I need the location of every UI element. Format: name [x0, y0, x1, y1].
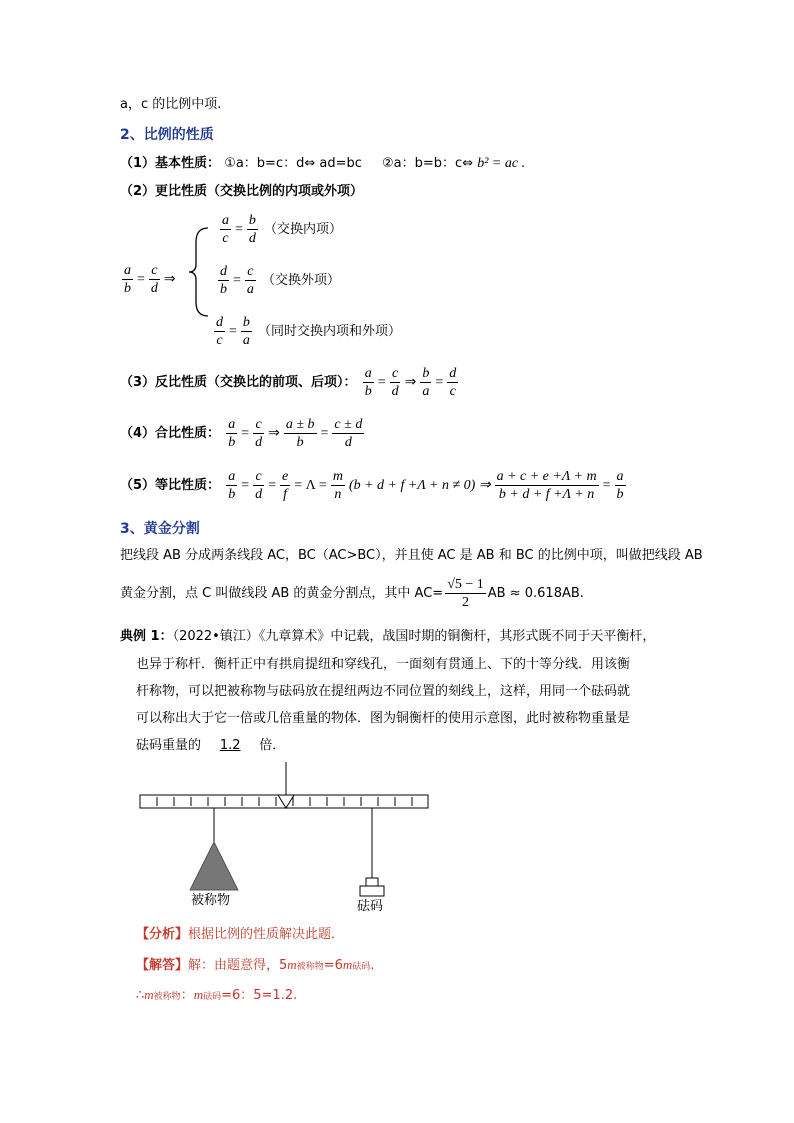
example-last-b: 倍． [259, 738, 286, 753]
equal-ratio-num: a + c + e +Λ + m [496, 469, 597, 484]
solution-text-a: 解：由题意得，5 [188, 958, 288, 973]
equal-ratio-mid: (b + d + f +Λ + n ≠ 0) ⇒ [348, 478, 491, 493]
conclusion-text: =6：5=1.2. [221, 988, 298, 1003]
example-label: 典例 1： [120, 629, 173, 644]
analysis-text: 根据比例的性质解决此题． [188, 927, 345, 942]
intro-tail: a，c 的比例中项. [120, 97, 222, 112]
balance-diagram [135, 760, 435, 920]
solution-label: 【解答】 [136, 958, 189, 973]
golden-line-2b: AB ≈ 0.618AB. [487, 586, 584, 601]
counterweight-icon [360, 878, 384, 896]
branch-2-note: （交换外项） [262, 273, 341, 288]
conclusion-m2: m [193, 987, 204, 1002]
basic-property-formula: b² = ac . [477, 156, 526, 171]
conclusion-colon: ： [180, 988, 194, 1003]
golden-line-2a: 黄金分割，点 C 叫做线段 AB 的黄金分割点，其中 AC= [120, 586, 444, 601]
conclusion-sub1: 被称物 [153, 992, 181, 1002]
conclusion [136, 986, 297, 1006]
example-last-a: 砝码重量的 [136, 738, 202, 753]
brace-icon [186, 226, 212, 318]
conclusion-m1: m [144, 987, 154, 1002]
solution-eq: =6 [323, 958, 343, 973]
alternation-source: $\frac{a}{b}$ = $\frac{c}{d}$ ⇒ [124, 263, 176, 296]
golden-num: √5 − 1 [447, 577, 484, 592]
solution-sub2: 砝码 [352, 962, 371, 972]
golden-line-1: 把线段 AB 分成两条线段 AC，BC（AC>BC），并且使 AC 是 AB 和 BC 的比例中项，叫做把线段 AB [120, 548, 703, 563]
section-3-title: 3、黄金分割 [120, 521, 200, 537]
addition-property-label: （4）合比性质： [120, 426, 221, 441]
equal-ratio-den: b + d + f +Λ + n [498, 487, 595, 502]
alternation-branch-3: $\frac{d}{c}$ = $\frac{b}{a}$ （同时交换内项和外项） [216, 315, 402, 348]
equal-ratio-label: （5）等比性质： [120, 478, 221, 493]
solution [136, 956, 374, 976]
example-text-2: 杆称物，可以把被称物与砝码放在提纽两边不同位置的刻线上，这样，用同一个砝码就 [136, 684, 631, 699]
example-answer: 1.2 [219, 738, 241, 753]
analysis-label: 【分析】 [136, 927, 189, 942]
basic-property [120, 155, 525, 173]
example-line-5 [136, 737, 285, 755]
analysis [136, 926, 344, 944]
basic-property-label: （1）基本性质： [120, 156, 221, 171]
example-text-1: 也异于称杆．衡杆正中有拱肩提纽和穿线孔，一面刻有贯通上、下的十等分线．用该衡 [136, 657, 631, 672]
alternation-property-label: （2）更比性质（交换比例的内项或外项） [120, 184, 364, 199]
solution-sub1: 被称物 [296, 962, 324, 972]
equal-ratio-property: （5）等比性质： $\frac{a}{b}$ = $\frac{c}{d}$ = $\frac{e}{f}$ = Λ = $\frac{m}{n}$ (b + d + f +Λ + n ≠ 0) ⇒ $\frac{a + c + e +\Lambda + m}{b + d + f +\Lambda + n}$ = $\frac{a}{b}$ [120, 469, 624, 502]
weight-label: 砝码 [357, 899, 384, 914]
inverse-property: （3）反比性质（交换比的前项、后项）： $\frac{a}{b}$ = $\frac{c}{d}$ ⇒ $\frac{b}{a}$ = $\frac{d}{c}$ [120, 366, 457, 399]
example-text-0: （2022•镇江）《九章算术》中记载，战国时期的铜衡杆，其形式既不同于天平衡杆， [172, 629, 656, 644]
addition-property: （4）合比性质： $\frac{a}{b}$ = $\frac{c}{d}$ ⇒ $\frac{a \pm b}{b}$ = $\frac{c \pm d}{d}$ [120, 417, 363, 450]
solution-m1: m [287, 957, 297, 972]
example-line-1 [120, 628, 655, 646]
conclusion-sub2: 砝码 [203, 992, 222, 1002]
golden-den: 2 [461, 595, 469, 610]
solution-end: . [370, 958, 375, 973]
solution-m2: m [342, 957, 353, 972]
alternation-branch-2: $\frac{d}{b}$ = $\frac{c}{a}$ （交换外项） [220, 264, 341, 297]
object-label: 被称物 [191, 893, 231, 908]
basic-property-text-a: ①a：b=c：d⇔ ad=bc [224, 156, 362, 171]
branch-3-note: （同时交换内项和外项） [258, 324, 402, 339]
inverse-property-label: （3）反比性质（交换比的前项、后项）： [120, 375, 357, 390]
branch-1-note: （交换内项） [264, 222, 343, 237]
example-text-3: 可以称出大于它一倍或几倍重量的物体．图为铜衡杆的使用示意图，此时被称物重量是 [136, 711, 631, 726]
basic-property-text-b: ②a：b=b：c⇔ [382, 156, 474, 171]
object-weight-icon [190, 842, 238, 890]
alternation-branch-1: $\frac{a}{c}$ = $\frac{b}{d}$ （交换内项） [222, 213, 343, 246]
golden-line-2 [120, 576, 584, 611]
section-2-title: 2、比例的性质 [120, 127, 214, 143]
therefore-symbol: ∴ [136, 988, 145, 1003]
